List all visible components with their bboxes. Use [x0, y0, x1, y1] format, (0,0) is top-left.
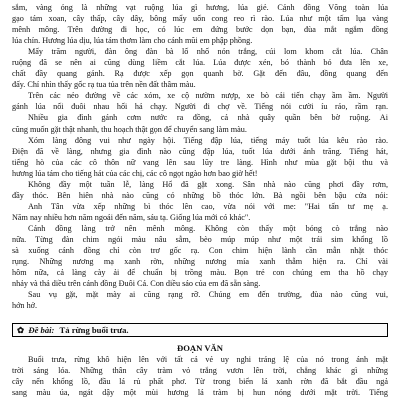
text-line: trời sáng lóa. Những thân cây tràm vỏ trắng vươn lên trời, chẳng khác gì những — [12, 366, 388, 376]
text-line: lúa chín. Hương lúa dịu, lúa tám thơm làm cho cánh mũi em phập phồng. — [12, 36, 253, 46]
text-line: đầy thóc. Bên hiên nhà nào cũng có những bồ thóc lớn. Bà ngồi bên bậu cửa nói: — [12, 190, 388, 200]
text-line: Xóm làng đông vui như ngày hội. Tiếng đập lúa, tiếng máy tuốt lúa kêu rào rào. — [28, 135, 388, 145]
text-line: Nhiều gia đình gánh cơm nước ra đồng, cả nhà quây quần bên bờ ruộng. Ai — [28, 113, 388, 123]
passage-2 — [12, 354, 388, 398]
text-line: nữa. Từng đàn chim ngói màu nâu sẫm, bèo múp múp như một trái sim khổng lồ — [12, 234, 388, 244]
text-line: hớn hở. — [12, 301, 38, 311]
text-line: cây nến khổng lồ, đầu lá rủ phất phơ. Từ trong biển lá xanh rờn đã bắt đầu ngả — [12, 377, 388, 387]
text-line: Năm nay nhiều hơn năm ngoái đến năm, sáu tạ. Giống lúa mới có khác". — [12, 212, 251, 222]
text-line: rụng. Những nương mạ xanh rờn, những nương mía xanh thẫm hiện ra. Chỉ vài — [12, 257, 388, 267]
text-line: sắm, vàng óng là những vạt ruộng lúa gì hương, lúa giẻ. Cánh đồng Võng toàn lúa — [12, 3, 388, 12]
text-line: Điện đã về làng, nhưng gia đình nào cũng đập lúa, tuốt lúa dưới ánh trăng. Tiếng hát, — [12, 146, 388, 156]
flower-icon: ✿ — [17, 325, 25, 335]
text-line: Cánh đồng làng trở nên mênh mông. Không còn thấy một bóng cò trắng nào — [28, 223, 388, 233]
text-line: sà xuống cánh đồng chỉ còn trơ gốc rạ. Con chim hiện lành cần mẫn nhặt thóc — [12, 246, 388, 256]
text-line: ruộng đã se nên ai cũng dùng liềm cắt lúa. Lúa được xén, bó thành bó đưa lên xe, — [12, 58, 388, 68]
text-line: cũng muốn gặt thật nhanh, thu hoạch thật gọn để chuyển sang làm màu. — [12, 124, 247, 134]
text-line: Anh Tân vừa xếp những bì thóc lên cao, vừa nói với me: "Hai tấn tư mẹ ạ. — [28, 201, 388, 211]
text-line: Trên các nẻo đường về các xóm, xe cộ nườm nượp, xe bò cải tiến chạy ầm ầm. Người — [28, 91, 388, 101]
topic-label: Đề bài: — [28, 325, 55, 335]
text-line: gánh lúa nối đuôi nhau hối hả chạy. Người đi chợ về. Tiếng nói cười íu ráo, rầm rạn. — [12, 102, 388, 112]
text-line: chất đầy quang gánh. Rạ được xếp gọn quanh bờ. Gặt đến đâu, đồng quang đến — [12, 69, 388, 79]
text-line: mênh mông. Trên đường đi học, có lúc em đứng bước dọn bạn, đùa mắt ngắm đồng — [12, 25, 388, 35]
text-line: Mấy trăm người, đàn ông đàn bà lố nhố nón trắng, cúi lom khom cắt lúa. Chân — [28, 47, 388, 57]
document-page — [12, 0, 388, 400]
text-line: sang màu úa, ngát dậy một mùi hương lá tràm bị hun nóng dưới mặt trời. Tiếng — [12, 388, 388, 398]
text-line: Buổi trưa, rừng khô hiện lên với tất cả vẻ uy nghi tráng lệ của nó trong ánh mặt — [28, 355, 388, 364]
section-heading: ĐOẠN VĂN — [177, 343, 223, 353]
text-line: Không đầy một tuần lễ, làng Hổ đã gặt xong. Sân nhà nào cũng phơi đầy rơm, — [28, 179, 388, 189]
text-line: hương lúa tám cho tiếng hát của các chị, các cô ngọt ngào hơn bao giờ hết! — [12, 168, 258, 178]
topic-box — [12, 323, 388, 337]
text-line: Sau vụ gặt, mặt mày ai cũng rạng rỡ. Chúng em đến trường, đùa nào cũng vui, — [28, 290, 388, 300]
text-line: đấy. Chỉ nhìn thấy gốc rạ tua tủa trên nền đất thâm màu. — [12, 80, 196, 90]
passage-1 — [12, 2, 388, 311]
text-line: hôm nữa, cả làng cày ải để chuẩn bị trồng màu. Bọn trẻ con chúng em tha hồ chạy — [12, 268, 388, 278]
text-line: nhảy và thả diều trên cánh đồng Đuôi Cá. Con diều sáo của em đã sẵn sàng. — [12, 279, 261, 289]
text-line: gạo tám xoan, cây thấp, cây dây, bông mẩy uốn cong reo rì rào. Lúa như một tấm lụa vàng — [12, 14, 388, 24]
text-line: tiếng hò của các cô thôn nữ vang lên sau lũy tre làng. Hình như mùa gặt bội thu và — [12, 157, 388, 167]
topic-title: Tả rừng buổi trưa. — [59, 325, 129, 335]
